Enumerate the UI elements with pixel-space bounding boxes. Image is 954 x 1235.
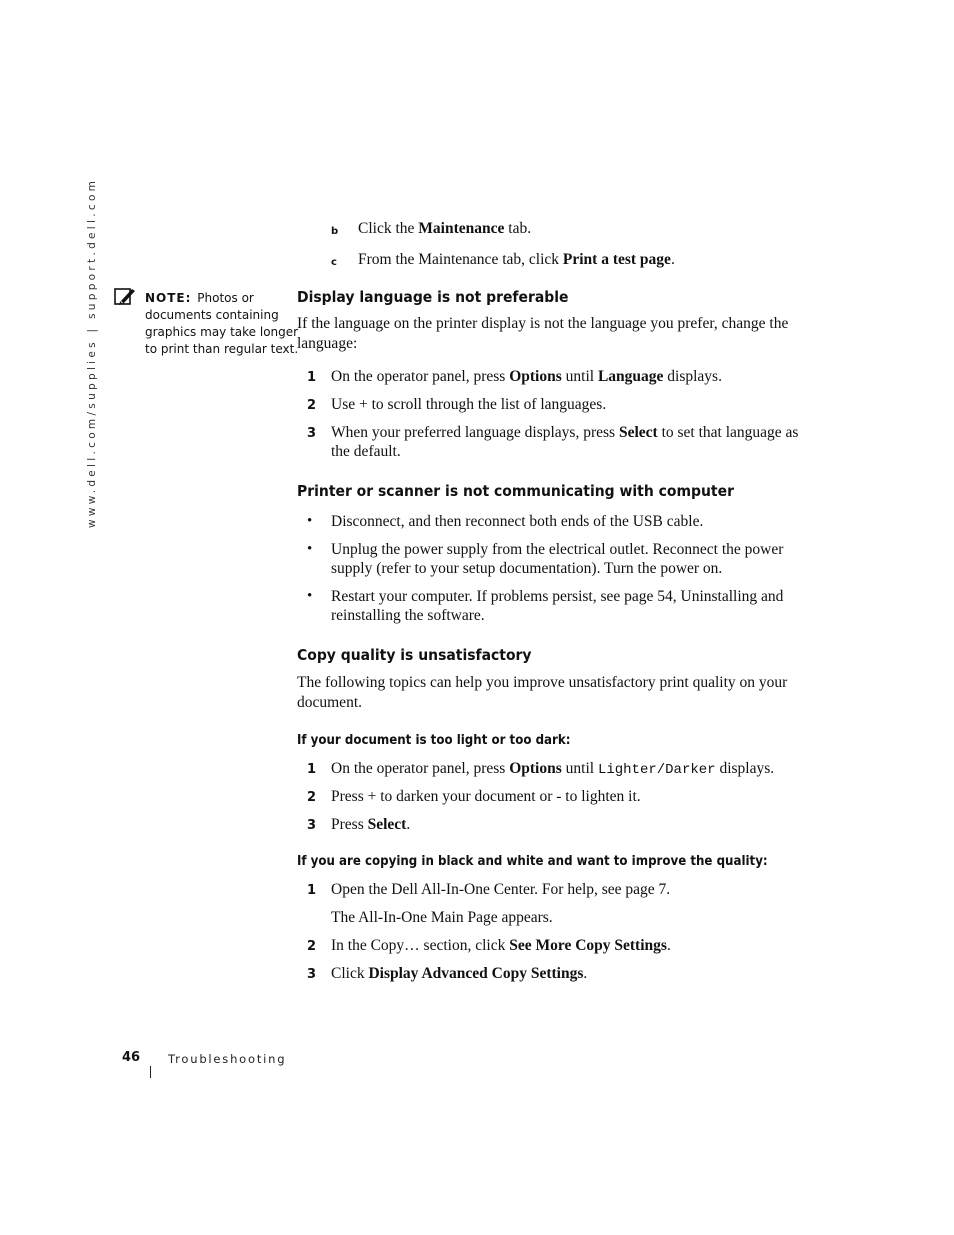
paragraph: If the language on the printer display is not the language you prefer, change the language:	[297, 315, 789, 352]
note-pencil-icon	[114, 287, 136, 307]
list-item: 3 Click Display Advanced Copy Settings.	[307, 965, 588, 982]
list-item: 1 Open the Dell All-In-One Center. For help, see page 7.	[307, 881, 671, 898]
running-footer-title: Troubleshooting	[168, 1052, 287, 1066]
list-item: c From the Maintenance tab, click Print a test page.	[297, 250, 817, 269]
step-marker: 2	[307, 398, 317, 413]
list-item: 1 On the operator panel, press Options until Lighter/Darker displays.	[307, 760, 775, 778]
subsection-heading: If your document is too light or too dark:	[297, 733, 571, 748]
list-item: b Click the Maintenance tab.	[297, 219, 817, 238]
step-marker: 1	[307, 762, 317, 777]
step-marker: c	[331, 257, 337, 268]
list-item: 2 In the Copy… section, click See More Copy Settings.	[307, 937, 671, 954]
list-item: 2 Use + to scroll through the list of languages.	[307, 396, 607, 413]
section-heading: Copy quality is unsatisfactory	[297, 646, 532, 664]
section-heading: Display language is not preferable	[297, 288, 569, 306]
footer-divider	[150, 1066, 151, 1078]
list-item: 2 Press + to darken your document or - to lighten it.	[307, 788, 641, 805]
note-label: NOTE:	[145, 291, 192, 305]
bullet: •	[307, 588, 313, 604]
step-marker: 2	[307, 790, 317, 805]
page-number: 46	[122, 1050, 141, 1065]
step-marker: 1	[307, 370, 317, 385]
list-item: • Unplug the power supply from the electrical outlet. Reconnect the power supply (refer to your setup documentation). Turn the power on.	[307, 541, 784, 577]
step-marker: 3	[307, 426, 317, 441]
step-marker: 3	[307, 818, 317, 833]
list-item: 3 When your preferred language displays, press Select to set that language as the default.	[307, 424, 799, 460]
note-box	[145, 290, 305, 358]
bullet: •	[307, 541, 313, 557]
step-marker: 2	[307, 939, 317, 954]
sidebar-url: www.dell.com/supplies | support.dell.com	[86, 177, 98, 528]
paragraph: The following topics can help you improve unsatisfactory print quality on your document.	[297, 674, 788, 711]
section-heading: Printer or scanner is not communicating with computer	[297, 482, 734, 500]
list-item: • Disconnect, and then reconnect both ends of the USB cable.	[307, 513, 704, 530]
list-item: The All-In-One Main Page appears.	[331, 909, 553, 926]
step-marker: b	[331, 226, 339, 237]
step-marker: 1	[307, 883, 317, 898]
bullet: •	[307, 513, 313, 529]
step-marker: 3	[307, 967, 317, 982]
list-item: • Restart your computer. If problems persist, see page 54, Uninstalling and reinstalling the software.	[307, 588, 784, 624]
list-item: 3 Press Select.	[307, 816, 411, 833]
list-item: 1 On the operator panel, press Options until Language displays.	[307, 368, 722, 385]
note-text: Photos or documents containing graphics may take longer to print than regular text.	[145, 291, 299, 356]
subsection-heading: If you are copying in black and white and want to improve the quality:	[297, 854, 768, 869]
